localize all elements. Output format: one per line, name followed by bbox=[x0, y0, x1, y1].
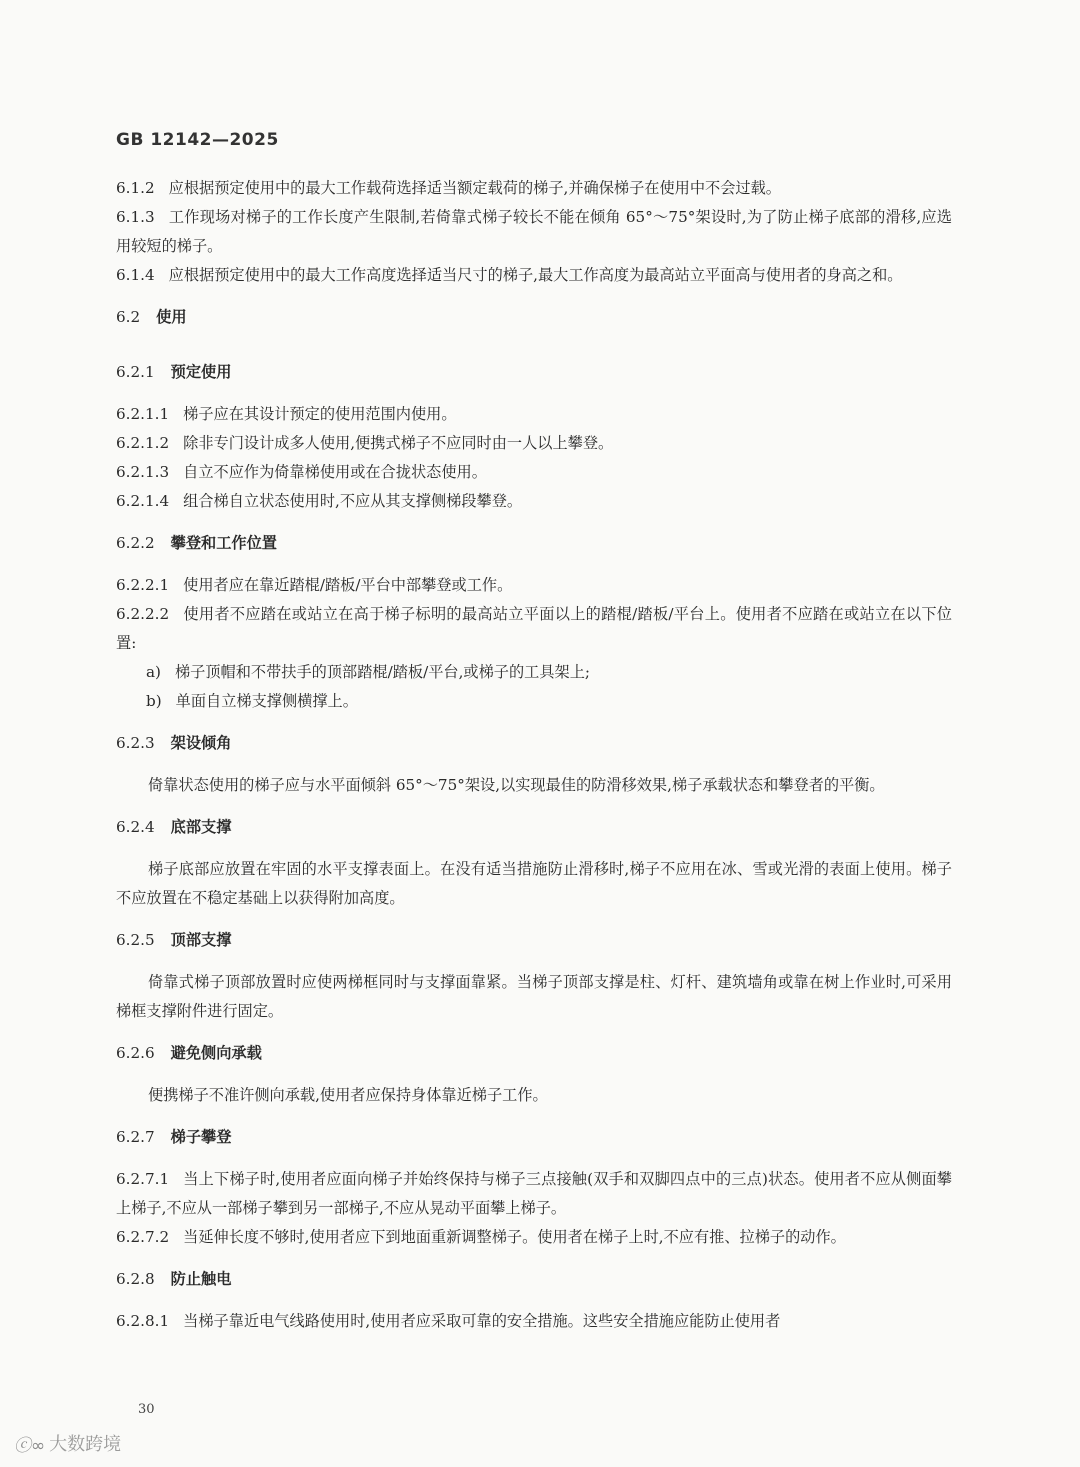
clause-paragraph bbox=[116, 1307, 952, 1336]
list-item bbox=[116, 687, 952, 716]
clause-text: 当延伸长度不够时,使用者应下到地面重新调整梯子。使用者在梯子上时,不应有推、拉梯子的动作。 bbox=[183, 1228, 846, 1246]
clause-number: 6.2.7 bbox=[116, 1128, 155, 1146]
clause-number: 6.2.1.2 bbox=[116, 434, 170, 452]
clause-number: 6.1.3 bbox=[116, 208, 155, 226]
clause-number: 6.2.7.1 bbox=[116, 1170, 170, 1188]
clause-number: 6.2.6 bbox=[116, 1044, 155, 1062]
clause-text: 梯子应在其设计预定的使用范围内使用。 bbox=[183, 405, 457, 423]
clause-paragraph bbox=[116, 203, 952, 261]
clause-paragraph bbox=[116, 1223, 952, 1252]
watermark bbox=[14, 1430, 121, 1456]
clause-paragraph bbox=[116, 458, 952, 487]
clause-number: 6.2.8 bbox=[116, 1270, 155, 1288]
clause-text: 攀登和工作位置 bbox=[170, 534, 277, 552]
clause-text: 使用者不应踏在或站立在高于梯子标明的最高站立平面以上的踏棍/踏板/平台上。使用者不应踏在或站立在以下位置: bbox=[116, 605, 952, 652]
section-heading bbox=[116, 813, 952, 842]
clause-text: 使用者应在靠近踏棍/踏板/平台中部攀登或工作。 bbox=[183, 576, 513, 594]
document-header: GB 12142—2025 bbox=[116, 130, 279, 150]
clause-text: 组合梯自立状态使用时,不应从其支撑侧梯段攀登。 bbox=[183, 492, 523, 510]
clause-text: 梯子顶帽和不带扶手的顶部踏棍/踏板/平台,或梯子的工具架上; bbox=[174, 663, 591, 681]
list-item bbox=[116, 658, 952, 687]
clause-text: 应根据预定使用中的最大工作载荷选择适当额定载荷的梯子,并确保梯子在使用中不会过载。 bbox=[168, 179, 781, 197]
document-body bbox=[116, 174, 952, 1336]
clause-number: 6.2.3 bbox=[116, 734, 155, 752]
clause-paragraph bbox=[116, 400, 952, 429]
clause-text: 应根据预定使用中的最大工作高度选择适当尺寸的梯子,最大工作高度为最高站立平面高与使用者的身高之和。 bbox=[168, 266, 903, 284]
clause-number: 6.1.4 bbox=[116, 266, 155, 284]
clause-text: 架设倾角 bbox=[170, 734, 232, 752]
body-paragraph bbox=[116, 968, 952, 1026]
clause-number: 6.2.1.3 bbox=[116, 463, 170, 481]
section-heading bbox=[116, 529, 952, 558]
clause-number: 6.2.2.2 bbox=[116, 605, 170, 623]
clause-number: 6.2.7.2 bbox=[116, 1228, 170, 1246]
clause-paragraph bbox=[116, 261, 952, 290]
clause-number: 6.1.2 bbox=[116, 179, 155, 197]
clause-text: 顶部支撑 bbox=[170, 931, 232, 949]
section-heading bbox=[116, 1265, 952, 1294]
clause-number: 6.2.8.1 bbox=[116, 1312, 170, 1330]
watermark-text: 大数跨境 bbox=[49, 1434, 122, 1455]
section-heading bbox=[116, 1039, 952, 1068]
clause-text: 除非专门设计成多人使用,便携式梯子不应同时由一人以上攀登。 bbox=[183, 434, 614, 452]
section-heading bbox=[116, 303, 952, 332]
page-number: 30 bbox=[138, 1402, 155, 1417]
clause-paragraph bbox=[116, 174, 952, 203]
clause-number: b) bbox=[146, 692, 162, 710]
clause-number: 6.2.4 bbox=[116, 818, 155, 836]
section-heading bbox=[116, 729, 952, 758]
clause-text: 梯子底部应放置在牢固的水平支撑表面上。在没有适当措施防止滑移时,梯子不应用在冰、雪或光滑的表面上使用。梯子不应放置在不稳定基础上以获得附加高度。 bbox=[116, 860, 952, 907]
clause-text: 底部支撑 bbox=[170, 818, 232, 836]
clause-text: 倚靠状态使用的梯子应与水平面倾斜 65°～75°架设,以实现最佳的防滑移效果,梯子承载状态和攀登者的平衡。 bbox=[148, 776, 885, 794]
clause-paragraph bbox=[116, 1165, 952, 1223]
clause-text: 避免侧向承载 bbox=[170, 1044, 262, 1062]
clause-paragraph bbox=[116, 600, 952, 658]
clause-number: 6.2.5 bbox=[116, 931, 155, 949]
clause-paragraph bbox=[116, 429, 952, 458]
clause-text: 防止触电 bbox=[170, 1270, 232, 1288]
clause-text: 自立不应作为倚靠梯使用或在合拢状态使用。 bbox=[183, 463, 487, 481]
clause-text: 当梯子靠近电气线路使用时,使用者应采取可靠的安全措施。这些安全措施应能防止使用者 bbox=[183, 1312, 781, 1330]
clause-text: 梯子攀登 bbox=[170, 1128, 232, 1146]
clause-number: 6.2.2.1 bbox=[116, 576, 170, 594]
body-paragraph bbox=[116, 1081, 952, 1110]
body-paragraph bbox=[116, 855, 952, 913]
watermark-logo-icon: ⓒ∞ bbox=[14, 1435, 46, 1456]
clause-number: 6.2.1.4 bbox=[116, 492, 170, 510]
clause-text: 工作现场对梯子的工作长度产生限制,若倚靠式梯子较长不能在倾角 65°～75°架设时,为了防止梯子底部的滑移,应选用较短的梯子。 bbox=[116, 208, 952, 255]
clause-paragraph bbox=[116, 571, 952, 600]
clause-text: 便携梯子不准许侧向承载,使用者应保持身体靠近梯子工作。 bbox=[148, 1086, 548, 1104]
clause-text: 使用 bbox=[156, 308, 187, 326]
section-heading bbox=[116, 926, 952, 955]
clause-number: 6.2.2 bbox=[116, 534, 155, 552]
clause-number: 6.2.1.1 bbox=[116, 405, 170, 423]
clause-number: a) bbox=[146, 663, 161, 681]
clause-text: 倚靠式梯子顶部放置时应使两梯框同时与支撑面靠紧。当梯子顶部支撑是柱、灯杆、建筑墙角或靠在树上作业时,可采用梯框支撑附件进行固定。 bbox=[116, 973, 952, 1020]
clause-text: 当上下梯子时,使用者应面向梯子并始终保持与梯子三点接触(双手和双脚四点中的三点)状态。使用者不应从侧面攀上梯子,不应从一部梯子攀到另一部梯子,不应从晃动平面攀上梯子。 bbox=[116, 1170, 952, 1217]
clause-text: 预定使用 bbox=[170, 363, 232, 381]
section-heading bbox=[116, 358, 952, 387]
clause-text: 单面自立梯支撑侧横撑上。 bbox=[175, 692, 358, 710]
clause-number: 6.2 bbox=[116, 308, 141, 326]
body-paragraph bbox=[116, 771, 952, 800]
clause-number: 6.2.1 bbox=[116, 363, 155, 381]
clause-paragraph bbox=[116, 487, 952, 516]
section-heading bbox=[116, 1123, 952, 1152]
